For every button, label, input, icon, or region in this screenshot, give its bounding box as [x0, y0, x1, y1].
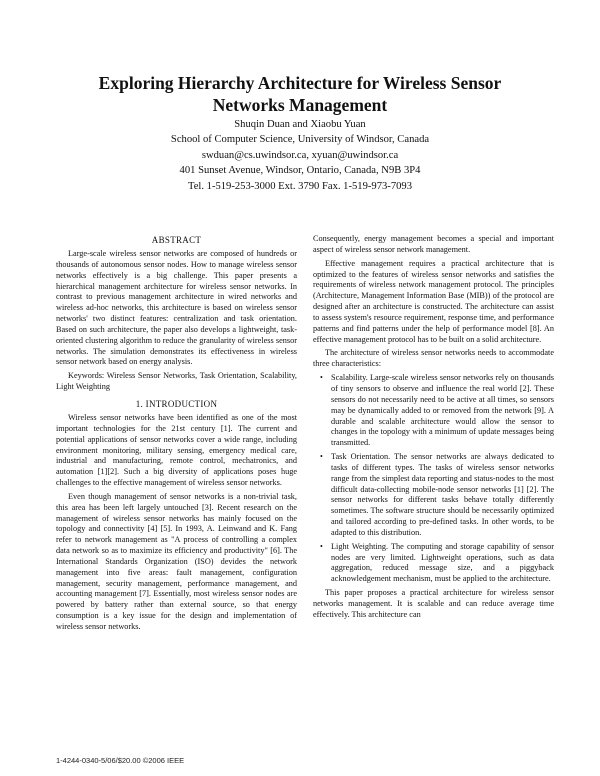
right-paragraph-1: Consequently, energy management becomes a special and important aspect of wireless sensor network management. — [313, 234, 554, 254]
abstract-heading: ABSTRACT — [151, 235, 202, 245]
right-column — [313, 234, 554, 624]
list-item — [313, 542, 554, 585]
list-item-text: Scalability. Large-scale wireless sensor networks rely on thousands of tiny sensors to observe and influence the real world [2]. These sensors do not necessarily need to be active at all times, so sensors may be dynamically added to or removed from the network [9]. A durable and scalable architecture would allow the sensor to changes in the topology with a minimum of update messages being transmitted. — [331, 373, 554, 448]
list-item — [313, 373, 554, 449]
author-phone: Tel. 1-519-253-3000 Ext. 3790 Fax. 1-519-973-7093 — [187, 180, 413, 192]
bullet-icon: • — [320, 452, 323, 462]
intro-paragraph-2: Even though management of sensor networks is a non-trivial task, this area has been left largely untouched [3]. Recent research on the management of wireless sensor networks has mainly focused on the topology and connectivity [4] [5]. In 1993, A. Leinwand and K. Fang refer to network management as "A process of controlling a complex data network so as to maximize its efficiency and productivity" [6]. The International Standards Organization (ISO) devides the network management into five areas: fault management, configuration management, security management, performance management, and accounting management [7]. Essentially, most wireless sensor nodes are powered by battery rather than external source, so that energy consumption is a key issue for the design and implementation of wireless sensor networks. — [56, 491, 297, 631]
right-paragraph-2: Effective management requires a practical architecture that is optimized to the features of wireless sensor networks and satisfies the requirements of wireless network management protocol. The principles (Architecture, Management Information Base (MIB)) of the protocol are designed after an architecture is constructed. The architecture can assist to assess system's resource requirement, response time, and performance patterns and find patterns under the help of performance model [8]. An effective management protocol has to be built on a solid architecture. — [313, 258, 554, 344]
intro-paragraph-1: Wireless sensor networks have been identified as one of the most important technologies for the 21st century [1]. The current and potential applications of sensor networks cover a wide range, including environment monitoring, military sensing, emergency medical care, industrial and manufacturing, remote control, mechatronics, and automation [1][2]. Such a big diversity of applications poses huge challenges to the effective management of wireless sensor networks. — [56, 412, 297, 488]
copyright-footer: 1-4244-0340-5/06/$20.00 ©2006 IEEE — [56, 756, 185, 765]
left-column — [56, 234, 297, 636]
list-item — [313, 452, 554, 539]
author-affiliation: School of Computer Science, University of Windsor, Canada — [170, 134, 430, 146]
title-line-1: Exploring Hierarchy Architecture for Wireless Sensor — [98, 73, 502, 93]
author-names: Shuqin Duan and Xiaobu Yuan — [234, 119, 366, 130]
introduction-heading: 1. INTRODUCTION — [135, 398, 218, 409]
right-paragraph-3: The architecture of wireless sensor networks needs to accommodate three characteristics: — [313, 348, 554, 369]
keywords: Keywords: Wireless Sensor Networks, Task Orientation, Scalability, Light Weighting — [56, 371, 297, 392]
list-item-text: Light Weighting. The computing and storage capability of sensor nodes are very limited. Lightweight operations, such as data aggregation, reduced message size, and a piggyback acknowledgement mechanism, must be applied to the architecture. — [331, 541, 554, 584]
title-line-2: Networks Management — [212, 95, 388, 115]
paper-title — [40, 72, 560, 116]
author-block — [40, 117, 560, 194]
characteristics-list — [313, 373, 554, 585]
author-address: 401 Sunset Avenue, Windsor, Ontario, Canada, N9B 3P4 — [179, 165, 421, 177]
abstract-body: Large-scale wireless sensor networks are composed of hundreds or thousands of autonomous sensor nodes. How to manage wireless sensor networks effectively is a big challenge. This paper presents a hierarchical management architecture for wireless sensor networks. In contrast to previous management architecture in wired networks and wireless ad-hoc networks, this architecture is based on wireless sensor networks' two distinct features: centralization and task orientation. Based on such architecture, the paper also develops a lightweight, task-oriented clustering algorithm to reduce the granularity of wireless sensor networks. The simulation demonstrates its effectiveness in wireless sensor network based on energy analysis. — [56, 249, 297, 367]
bullet-icon: • — [320, 541, 323, 551]
list-item-text: Task Orientation. The sensor networks are always dedicated to tasks of different types. The tasks of wireless sensor networks range from the simplest data reporting and status-nodes to the most difficult data-collecting mobile-node sensor networks [1] [2]. The sensor networks for different tasks behave totally differently sometimes. The software structure should be necessarily optimized and tailored according to pre-defined tasks. In other words, to be adapted to this distribution. — [331, 452, 554, 537]
author-emails: swduan@cs.uwindsor.ca, xyuan@uwindsor.ca — [201, 149, 399, 161]
right-paragraph-4: This paper proposes a practical architecture for wireless sensor networks management. It is scalable and can reduce average time effectively. This architecture can — [313, 588, 554, 619]
bullet-icon: • — [320, 373, 323, 383]
